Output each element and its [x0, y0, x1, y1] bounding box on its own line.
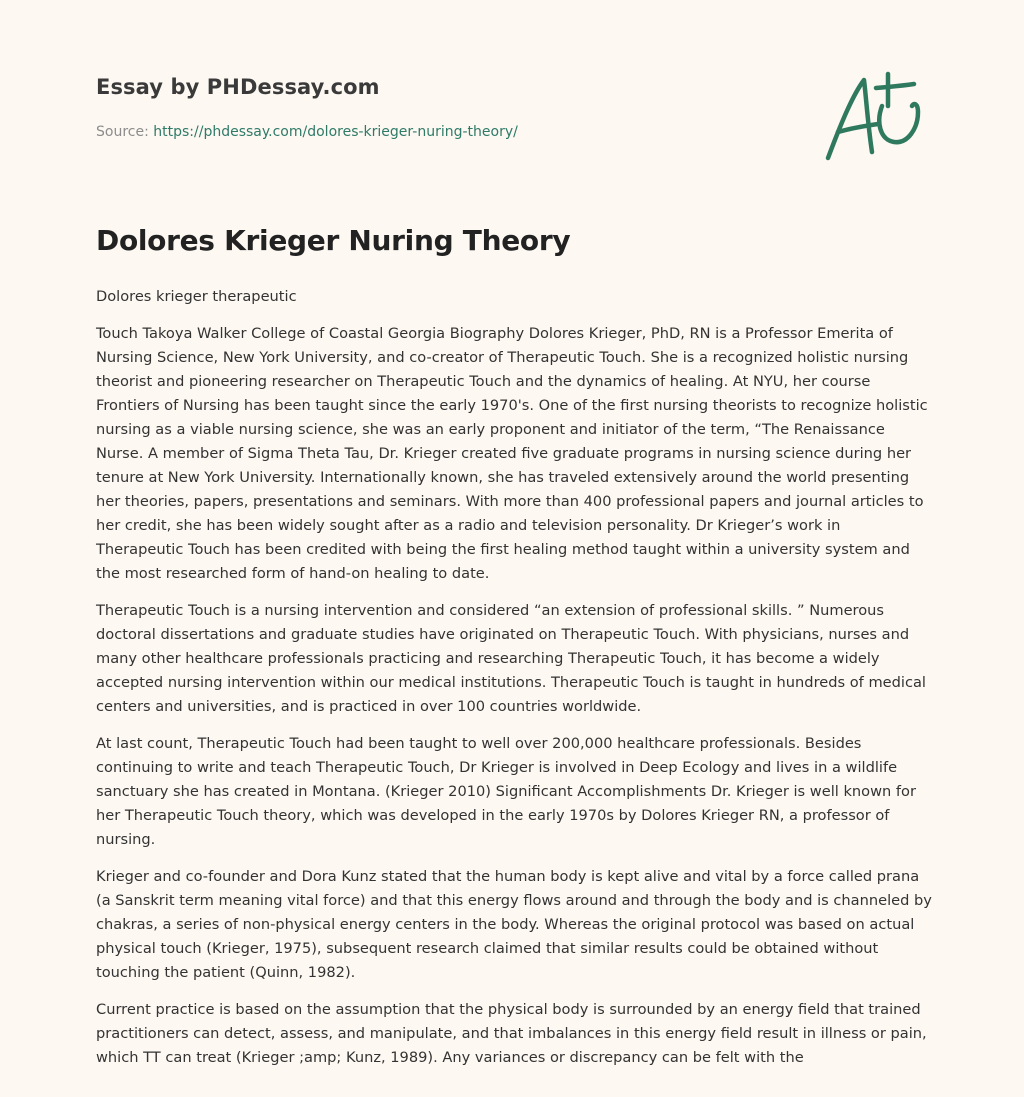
paragraph-4: Krieger and co-founder and Dora Kunz stated that the human body is kept alive and vital by a force called prana (a Sanskrit term meaning vital force) and that this energy flows around and through the body and is channeled by chakras, a series of non-physical energy centers in the body. Whereas the original protocol was based on actual physical touch (Krieger, 1975), subsequent research claimed that similar results could be obtained without touching the patient (Quinn, 1982). — [96, 868, 932, 981]
a-plus-grade-icon — [818, 66, 930, 166]
paragraph-3: At last count, Therapeutic Touch had been taught to well over 200,000 healthcare professionals. Besides continuing to write and teach Therapeutic Touch, Dr Krieger is involved in Deep Ecology and lives in a wildlife sanctuary she has created in Montana. (Krieger 2010) Significant Accomplishments Dr. Krieger is well known for her Therapeutic Touch theory, which was developed in the early 1970s by Dolores Krieger RN, a professor of nursing. — [96, 735, 916, 848]
article-subtitle: Dolores krieger therapeutic — [96, 288, 297, 305]
source-line — [96, 124, 518, 140]
article-title: Dolores Krieger Nuring Theory — [96, 224, 571, 257]
paragraph-1: Touch Takoya Walker College of Coastal Georgia Biography Dolores Krieger, PhD, RN is a Professor Emerita of Nursing Science, New York University, and co-creator of Therapeutic Touch. She is a recognized holistic nursing theorist and pioneering researcher on Therapeutic Touch and the dynamics of healing. At NYU, her course Frontiers of Nursing has been taught since the early 1970's. One of the first nursing theorists to recognize holistic nursing as a viable nursing science, she was an early proponent and initiator of the term, “The Renaissance Nurse. A member of Sigma Theta Tau, Dr. Krieger created five graduate programs in nursing science during her tenure at New York University. Internationally known, she has traveled extensively around the world presenting her theories, papers, presentations and seminars. With more than 400 professional papers and journal articles to her credit, she has been widely sought after as a radio and television personality. Dr Krieger’s work in Therapeutic Touch has been credited with being the first healing method taught within a university system and the most researched form of hand-on healing to date. — [96, 325, 928, 582]
source-link[interactable]: https://phdessay.com/dolores-krieger-nuring-theory/ — [153, 124, 518, 140]
article-body — [96, 285, 932, 1083]
paragraph-2: Therapeutic Touch is a nursing intervention and considered “an extension of professional skills. ” Numerous doctoral dissertations and graduate studies have originated on Therapeutic Touch. With physicians, nurses and many other healthcare professionals practicing and researching Therapeutic Touch, it has become a widely accepted nursing intervention within our medical institutions. Therapeutic Touch is taught in hundreds of medical centers and universities, and is practiced in over 100 countries worldwide. — [96, 602, 926, 715]
site-title: Essay by PHDessay.com — [96, 75, 380, 99]
source-label: Source: — [96, 124, 149, 140]
paragraph-5: Current practice is based on the assumption that the physical body is surrounded by an energy field that trained practitioners can detect, assess, and manipulate, and that imbalances in this energy field result in illness or pain, which TT can treat (Krieger ;amp; Kunz, 1989). Any variances or discrepancy can be felt with the — [96, 1001, 927, 1066]
